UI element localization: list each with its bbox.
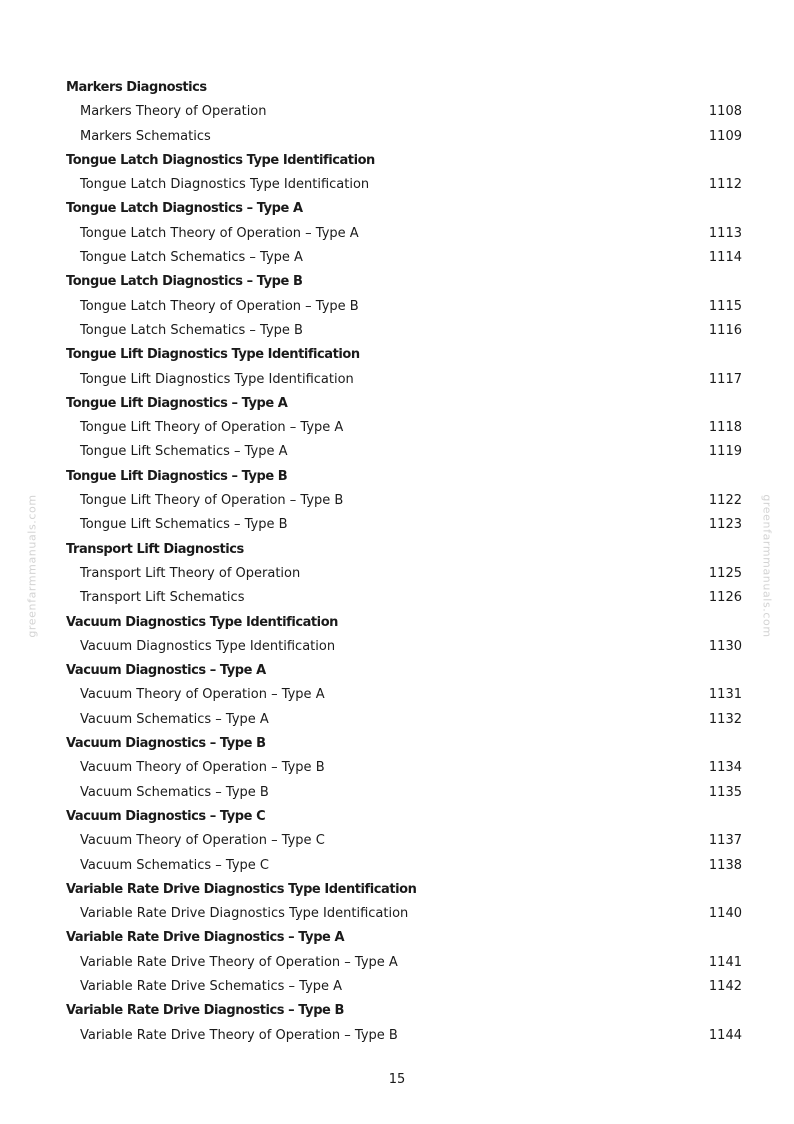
toc-entry[interactable] bbox=[66, 781, 742, 805]
toc-entry[interactable] bbox=[66, 513, 742, 537]
toc-entry-title: Vacuum Theory of Operation – Type A bbox=[80, 687, 325, 703]
toc-entry[interactable] bbox=[66, 854, 742, 878]
toc-entry-title: Variable Rate Drive Theory of Operation – Type B bbox=[80, 1027, 398, 1043]
toc-section-heading: Vacuum Diagnostics – Type C bbox=[66, 808, 266, 824]
toc-section-heading: Variable Rate Drive Diagnostics – Type A bbox=[66, 930, 345, 946]
toc-section-heading: Tongue Latch Diagnostics Type Identification bbox=[66, 152, 375, 168]
toc-entry-title: Tongue Latch Diagnostics Type Identification bbox=[80, 177, 370, 193]
toc-entry-page-number: 1132 bbox=[708, 711, 742, 727]
toc-entry-title: Tongue Lift Diagnostics Type Identification bbox=[80, 371, 354, 387]
watermark-left: greenfarmmanuals.com bbox=[25, 494, 39, 638]
toc-entry[interactable] bbox=[66, 683, 742, 707]
toc-section-heading: Tongue Latch Diagnostics – Type B bbox=[66, 274, 303, 290]
toc-entry-page-number: 1134 bbox=[708, 760, 742, 776]
toc-entry-title: Tongue Latch Schematics – Type A bbox=[80, 250, 303, 266]
toc-entry-page-number: 1108 bbox=[708, 104, 742, 120]
toc-entry-title: Tongue Lift Schematics – Type B bbox=[80, 517, 288, 533]
toc-entry-page-number: 1125 bbox=[708, 565, 742, 581]
toc-entry-page-number: 1113 bbox=[708, 225, 742, 241]
toc-entry-page-number: 1117 bbox=[708, 371, 742, 387]
toc-section-heading: Tongue Lift Diagnostics Type Identification bbox=[66, 347, 360, 363]
toc-entry-page-number: 1131 bbox=[708, 687, 742, 703]
toc-entry-title: Variable Rate Drive Theory of Operation – Type A bbox=[80, 954, 398, 970]
toc-entry-title: Markers Theory of Operation bbox=[80, 104, 267, 120]
toc-entry-title: Vacuum Diagnostics Type Identification bbox=[80, 638, 336, 654]
toc-section-heading: Tongue Lift Diagnostics – Type A bbox=[66, 395, 288, 411]
toc-entry[interactable] bbox=[66, 586, 742, 610]
toc-entry[interactable] bbox=[66, 562, 742, 586]
toc-entry[interactable] bbox=[66, 975, 742, 999]
toc-entry-title: Vacuum Schematics – Type C bbox=[80, 857, 270, 873]
toc-entry[interactable] bbox=[66, 902, 742, 926]
toc-entry-page-number: 1141 bbox=[708, 954, 742, 970]
toc-entry[interactable] bbox=[66, 246, 742, 270]
toc-entry[interactable] bbox=[66, 100, 742, 124]
toc-entry-title: Transport Lift Theory of Operation bbox=[80, 565, 301, 581]
toc-entry-page-number: 1135 bbox=[708, 784, 742, 800]
toc-entry-title: Vacuum Schematics – Type A bbox=[80, 711, 269, 727]
toc-entry-title: Tongue Latch Theory of Operation – Type B bbox=[80, 298, 359, 314]
toc-section-heading: Vacuum Diagnostics – Type B bbox=[66, 736, 266, 752]
toc-entry-page-number: 1122 bbox=[708, 493, 742, 509]
toc-section-heading: Transport Lift Diagnostics bbox=[66, 541, 244, 557]
toc-entry-page-number: 1115 bbox=[708, 298, 742, 314]
toc-entry-title: Variable Rate Drive Diagnostics Type Identification bbox=[80, 906, 409, 922]
toc-entry-page-number: 1116 bbox=[708, 322, 742, 338]
toc-entry-page-number: 1126 bbox=[708, 590, 742, 606]
toc-entry-page-number: 1109 bbox=[708, 128, 742, 144]
toc-entry-page-number: 1138 bbox=[708, 857, 742, 873]
toc-entry[interactable] bbox=[66, 440, 742, 464]
toc-entry[interactable] bbox=[66, 829, 742, 853]
toc-entry[interactable] bbox=[66, 173, 742, 197]
toc-entry[interactable] bbox=[66, 1024, 742, 1048]
toc-section-heading: Vacuum Diagnostics Type Identification bbox=[66, 614, 338, 630]
toc-entry-title: Tongue Latch Schematics – Type B bbox=[80, 322, 303, 338]
toc-entry-page-number: 1137 bbox=[708, 833, 742, 849]
toc-entry[interactable] bbox=[66, 295, 742, 319]
toc-entry-title: Markers Schematics bbox=[80, 128, 211, 144]
toc-entry-title: Tongue Lift Theory of Operation – Type A bbox=[80, 420, 344, 436]
toc-entry[interactable] bbox=[66, 951, 742, 975]
toc-entry[interactable] bbox=[66, 319, 742, 343]
toc-entry-page-number: 1118 bbox=[708, 420, 742, 436]
page-number: 15 bbox=[388, 1072, 406, 1087]
toc-section-heading: Tongue Latch Diagnostics – Type A bbox=[66, 201, 303, 217]
toc-entry[interactable] bbox=[66, 756, 742, 780]
toc-entry-title: Tongue Lift Theory of Operation – Type B bbox=[80, 493, 344, 509]
toc-entry[interactable] bbox=[66, 222, 742, 246]
toc-entry-page-number: 1144 bbox=[708, 1027, 742, 1043]
toc-entry-page-number: 1112 bbox=[708, 177, 742, 193]
toc-section-heading: Vacuum Diagnostics – Type A bbox=[66, 663, 266, 679]
toc-entry-title: Tongue Latch Theory of Operation – Type A bbox=[80, 225, 359, 241]
toc-section-heading: Markers Diagnostics bbox=[66, 80, 207, 95]
toc-entry-page-number: 1119 bbox=[708, 444, 742, 460]
toc-entry-title: Transport Lift Schematics bbox=[80, 590, 245, 606]
toc-entry-page-number: 1130 bbox=[708, 638, 742, 654]
toc-entry[interactable] bbox=[66, 489, 742, 513]
toc-entry[interactable] bbox=[66, 125, 742, 149]
toc-entry-title: Variable Rate Drive Schematics – Type A bbox=[80, 978, 343, 994]
toc-entry-title: Vacuum Theory of Operation – Type C bbox=[80, 833, 325, 849]
toc-entry[interactable] bbox=[66, 416, 742, 440]
table-of-contents bbox=[66, 76, 742, 1048]
toc-entry-page-number: 1142 bbox=[708, 978, 742, 994]
toc-entry-page-number: 1123 bbox=[708, 517, 742, 533]
toc-entry[interactable] bbox=[66, 368, 742, 392]
toc-entry[interactable] bbox=[66, 635, 742, 659]
toc-entry-page-number: 1114 bbox=[708, 250, 742, 266]
toc-entry-title: Vacuum Schematics – Type B bbox=[80, 784, 269, 800]
toc-section-heading: Variable Rate Drive Diagnostics Type Identification bbox=[66, 881, 417, 897]
toc-section-heading: Variable Rate Drive Diagnostics – Type B bbox=[66, 1003, 344, 1019]
watermark-right: greenfarmmanuals.com bbox=[760, 494, 774, 638]
toc-entry[interactable] bbox=[66, 708, 742, 732]
toc-section-heading: Tongue Lift Diagnostics – Type B bbox=[66, 468, 288, 484]
toc-entry-title: Vacuum Theory of Operation – Type B bbox=[80, 760, 325, 776]
toc-entry-page-number: 1140 bbox=[708, 906, 742, 922]
toc-entry-title: Tongue Lift Schematics – Type A bbox=[80, 444, 288, 460]
